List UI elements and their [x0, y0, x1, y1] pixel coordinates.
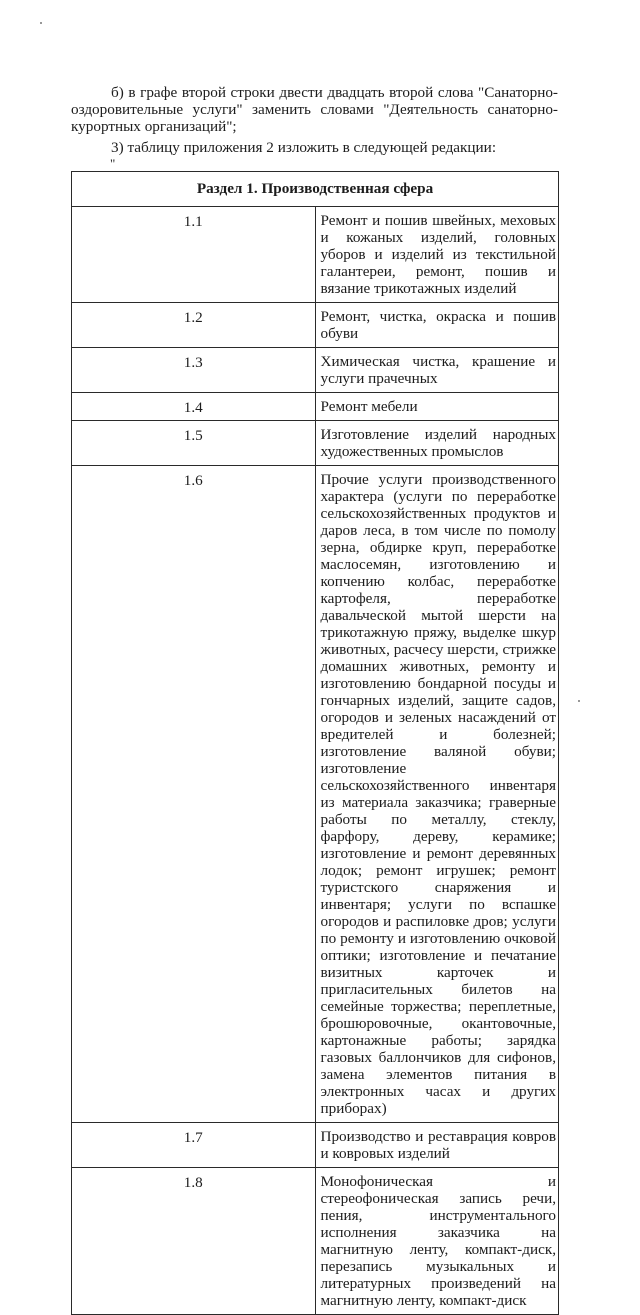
table-row: [72, 421, 559, 466]
table-row: [72, 348, 559, 393]
table-row: [72, 466, 559, 1123]
row-number: 1.8: [72, 1168, 316, 1315]
table-row: [72, 1168, 559, 1315]
services-table: [71, 171, 559, 1315]
row-number: 1.3: [72, 348, 316, 393]
table-row: [72, 1123, 559, 1168]
row-text: Ремонт и пошив швейных, меховых и кожаных изделий, головных уборов и изделий из текстильной галантереи, ремонт, пошив и вязание трикотажных изделий: [315, 207, 559, 303]
table-row: [72, 303, 559, 348]
row-number: 1.4: [72, 393, 316, 421]
row-number: 1.7: [72, 1123, 316, 1168]
table-row: [72, 207, 559, 303]
paragraph-3: 3) таблицу приложения 2 изложить в следующей редакции:: [111, 139, 497, 156]
row-text: Монофоническая и стереофоническая запись речи, пения, инструментального исполнения заказчика на магнитную ленту, компакт-диск, перезапись музыкальных и литературных произведений на магнитную ленту, компакт-диск: [315, 1168, 559, 1315]
row-text: Ремонт, чистка, окраска и пошив обуви: [315, 303, 559, 348]
row-number: 1.1: [72, 207, 316, 303]
row-text: Прочие услуги производственного характера (услуги по переработке сельскохозяйственных продуктов и даров леса, в том числе по помолу зерна, обдирке круп, переработке маслосемян, изготовлению и копчению колбас, переработке картофеля, переработке давальческой мытой шерсти на трикотажную пряжу, выделке шкур животных, расчесу шерсти, стрижке домашних животных, ремонту и изготовлению бондарной посуды и гончарных изделий, защите садов, огородов и зеленых насаждений от вредителей и болезней; изготовление валяной обуви; изготовление сельскохозяйственного инвентаря из материала заказчика; граверные работы по металлу, стеклу, фарфору, дереву, керамике; изготовление и ремонт деревянных лодок; ремонт игрушек; ремонт туристского снаряжения и инвентаря; услуги по вспашке огородов и распиловке дров; услуги по ремонту и изготовлению очковой оптики; изготовление и печатание визитных карточек и пригласительных билетов на семейные торжества; переплетные, брошюровочные, окантовочные, картонажные работы; зарядка газовых баллончиков для сифонов, замена элементов питания в электронных часах и других приборах): [315, 466, 559, 1123]
row-text: Химическая чистка, крашение и услуги прачечных: [315, 348, 559, 393]
table-row: [72, 393, 559, 421]
section-header-row: [72, 172, 559, 207]
opening-quote-mark: ": [110, 156, 116, 171]
row-number: 1.6: [72, 466, 316, 1123]
row-text: Изготовление изделий народных художественных промыслов: [315, 421, 559, 466]
row-text: Ремонт мебели: [315, 393, 559, 421]
row-text: Производство и реставрация ковров и ковровых изделий: [315, 1123, 559, 1168]
row-number: 1.5: [72, 421, 316, 466]
section-title: Раздел 1. Производственная сфера: [72, 172, 559, 207]
paragraph-b: б) в графе второй строки двести двадцать второй слова "Санаторно-оздоровительные услуги" заменить словами "Деятельность санаторно-курортных организаций";: [71, 84, 558, 135]
row-number: 1.2: [72, 303, 316, 348]
